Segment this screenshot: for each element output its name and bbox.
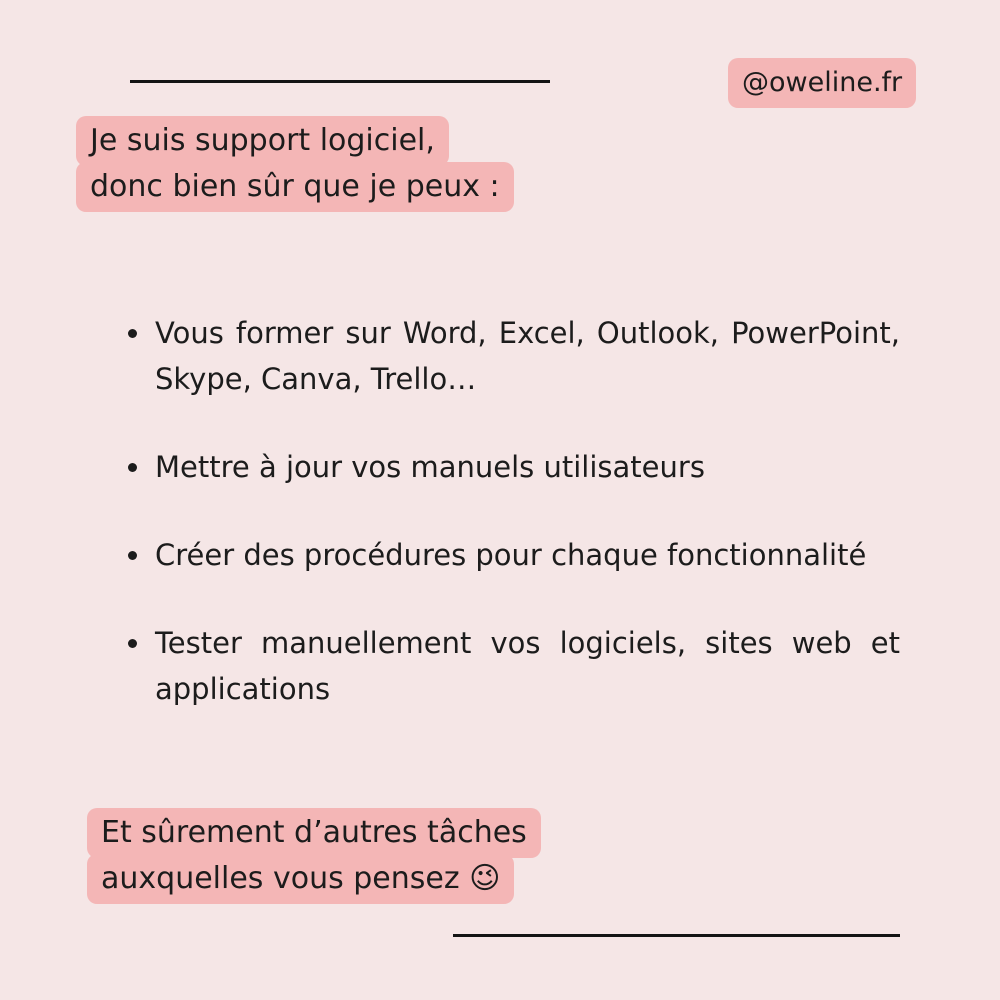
outro-heading [87, 808, 541, 904]
intro-line-2: donc bien sûr que je peux : [76, 162, 514, 212]
outro-line-1: Et sûrement d’autres tâches [87, 808, 541, 858]
top-divider-line [130, 80, 550, 83]
intro-heading [76, 116, 514, 212]
task-list [155, 310, 900, 712]
task-item-testing: Tester manuellement vos logiciels, sites web et applications [155, 620, 900, 712]
bottom-divider-line [453, 934, 900, 937]
outro-line-2: auxquelles vous pensez 😉 [87, 854, 514, 904]
task-item-procedures: Créer des procédures pour chaque fonctionnalité [155, 532, 900, 578]
handle-badge: @oweline.fr [728, 58, 916, 108]
intro-line-1: Je suis support logiciel, [76, 116, 449, 166]
task-item-training: Vous former sur Word, Excel, Outlook, PowerPoint, Skype, Canva, Trello… [155, 310, 900, 402]
task-item-manuals: Mettre à jour vos manuels utilisateurs [155, 444, 900, 490]
